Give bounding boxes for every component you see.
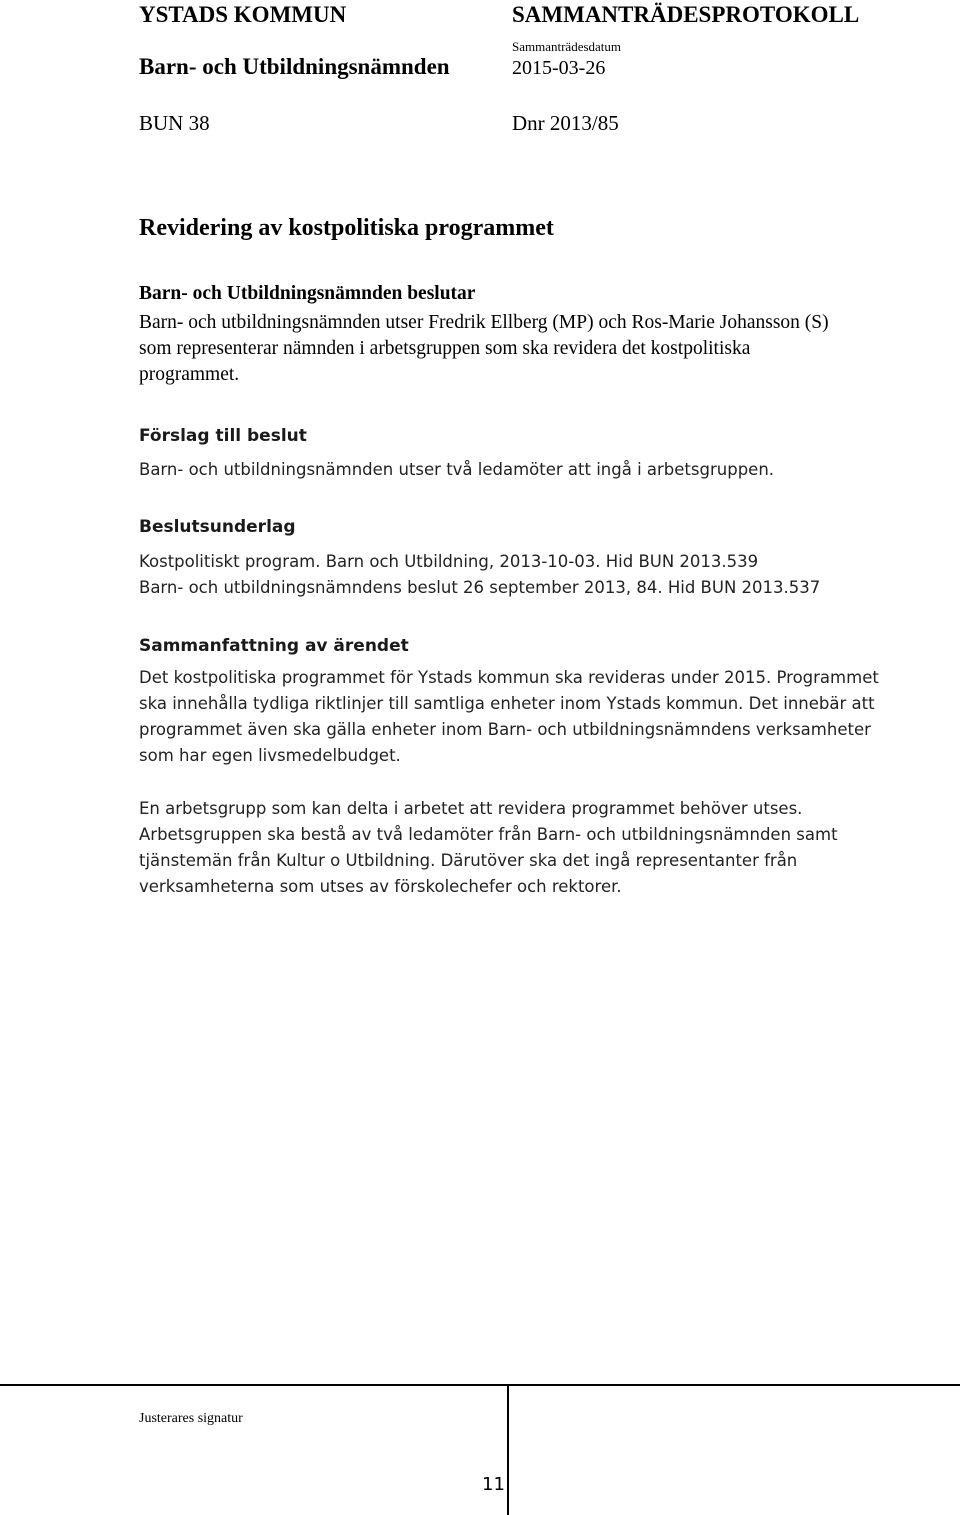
footer-divider xyxy=(507,1386,509,1515)
basis-heading: Beslutsunderlag xyxy=(139,517,296,537)
summary-line: ska innehålla tydliga riktlinjer till samtliga enheter inom Ystads kommun. Det innebär att xyxy=(139,694,875,713)
basis-list xyxy=(139,549,820,601)
summary-paragraph-2 xyxy=(139,796,838,900)
committee-name: Barn- och Utbildningsnämnden xyxy=(139,54,450,79)
basis-item: Barn- och utbildningsnämndens beslut 26 september 2013, 84. Hid BUN 2013.537 xyxy=(139,578,821,597)
meeting-date: 2015-03-26 xyxy=(512,57,606,79)
signature-label: Justerares signatur xyxy=(139,1411,243,1426)
decision-line: programmet. xyxy=(139,364,240,385)
diary-number: Dnr 2013/85 xyxy=(512,111,619,135)
decision-heading: Barn- och Utbildningsnämnden beslutar xyxy=(139,283,476,304)
summary-line: som har egen livsmedelbudget. xyxy=(139,746,401,765)
municipality-name: YSTADS KOMMUN xyxy=(139,2,347,27)
case-number: BUN 38 xyxy=(139,111,210,135)
proposal-text: Barn- och utbildningsnämnden utser två ledamöter att ingå i arbetsgruppen. xyxy=(139,460,775,479)
decision-line: som representerar nämnden i arbetsgruppen som ska revidera det kostpolitiska xyxy=(139,338,751,359)
footer-rule xyxy=(0,1384,960,1386)
summary-line: En arbetsgrupp som kan delta i arbetet att revidera programmet behöver utses. xyxy=(139,799,803,818)
proposal-heading: Förslag till beslut xyxy=(139,426,307,446)
summary-line: programmet även ska gälla enheter inom Barn- och utbildningsnämndens verksamheter xyxy=(139,720,871,739)
protocol-title: SAMMANTRÄDESPROTOKOLL xyxy=(512,2,860,27)
summary-line: verksamheterna som utses av förskolechefer och rektorer. xyxy=(139,877,622,896)
decision-line: Barn- och utbildningsnämnden utser Fredrik Ellberg (MP) och Ros-Marie Johansson (S) xyxy=(139,312,829,333)
summary-heading: Sammanfattning av ärendet xyxy=(139,636,409,656)
page-title: Revidering av kostpolitiska programmet xyxy=(139,215,554,241)
summary-line: tjänstemän från Kultur o Utbildning. Därutöver ska det ingå representanter från xyxy=(139,851,798,870)
basis-item: Kostpolitiskt program. Barn och Utbildning, 2013-10-03. Hid BUN 2013.539 xyxy=(139,552,759,571)
meeting-date-label: Sammanträdesdatum xyxy=(512,39,622,54)
page-number: 11 xyxy=(482,1474,505,1495)
summary-line: Det kostpolitiska programmet för Ystads kommun ska revideras under 2015. Programmet xyxy=(139,668,879,687)
summary-paragraph-1 xyxy=(139,665,879,769)
decision-text xyxy=(139,310,829,388)
summary-line: Arbetsgruppen ska bestå av två ledamöter från Barn- och utbildningsnämnden samt xyxy=(139,825,838,844)
